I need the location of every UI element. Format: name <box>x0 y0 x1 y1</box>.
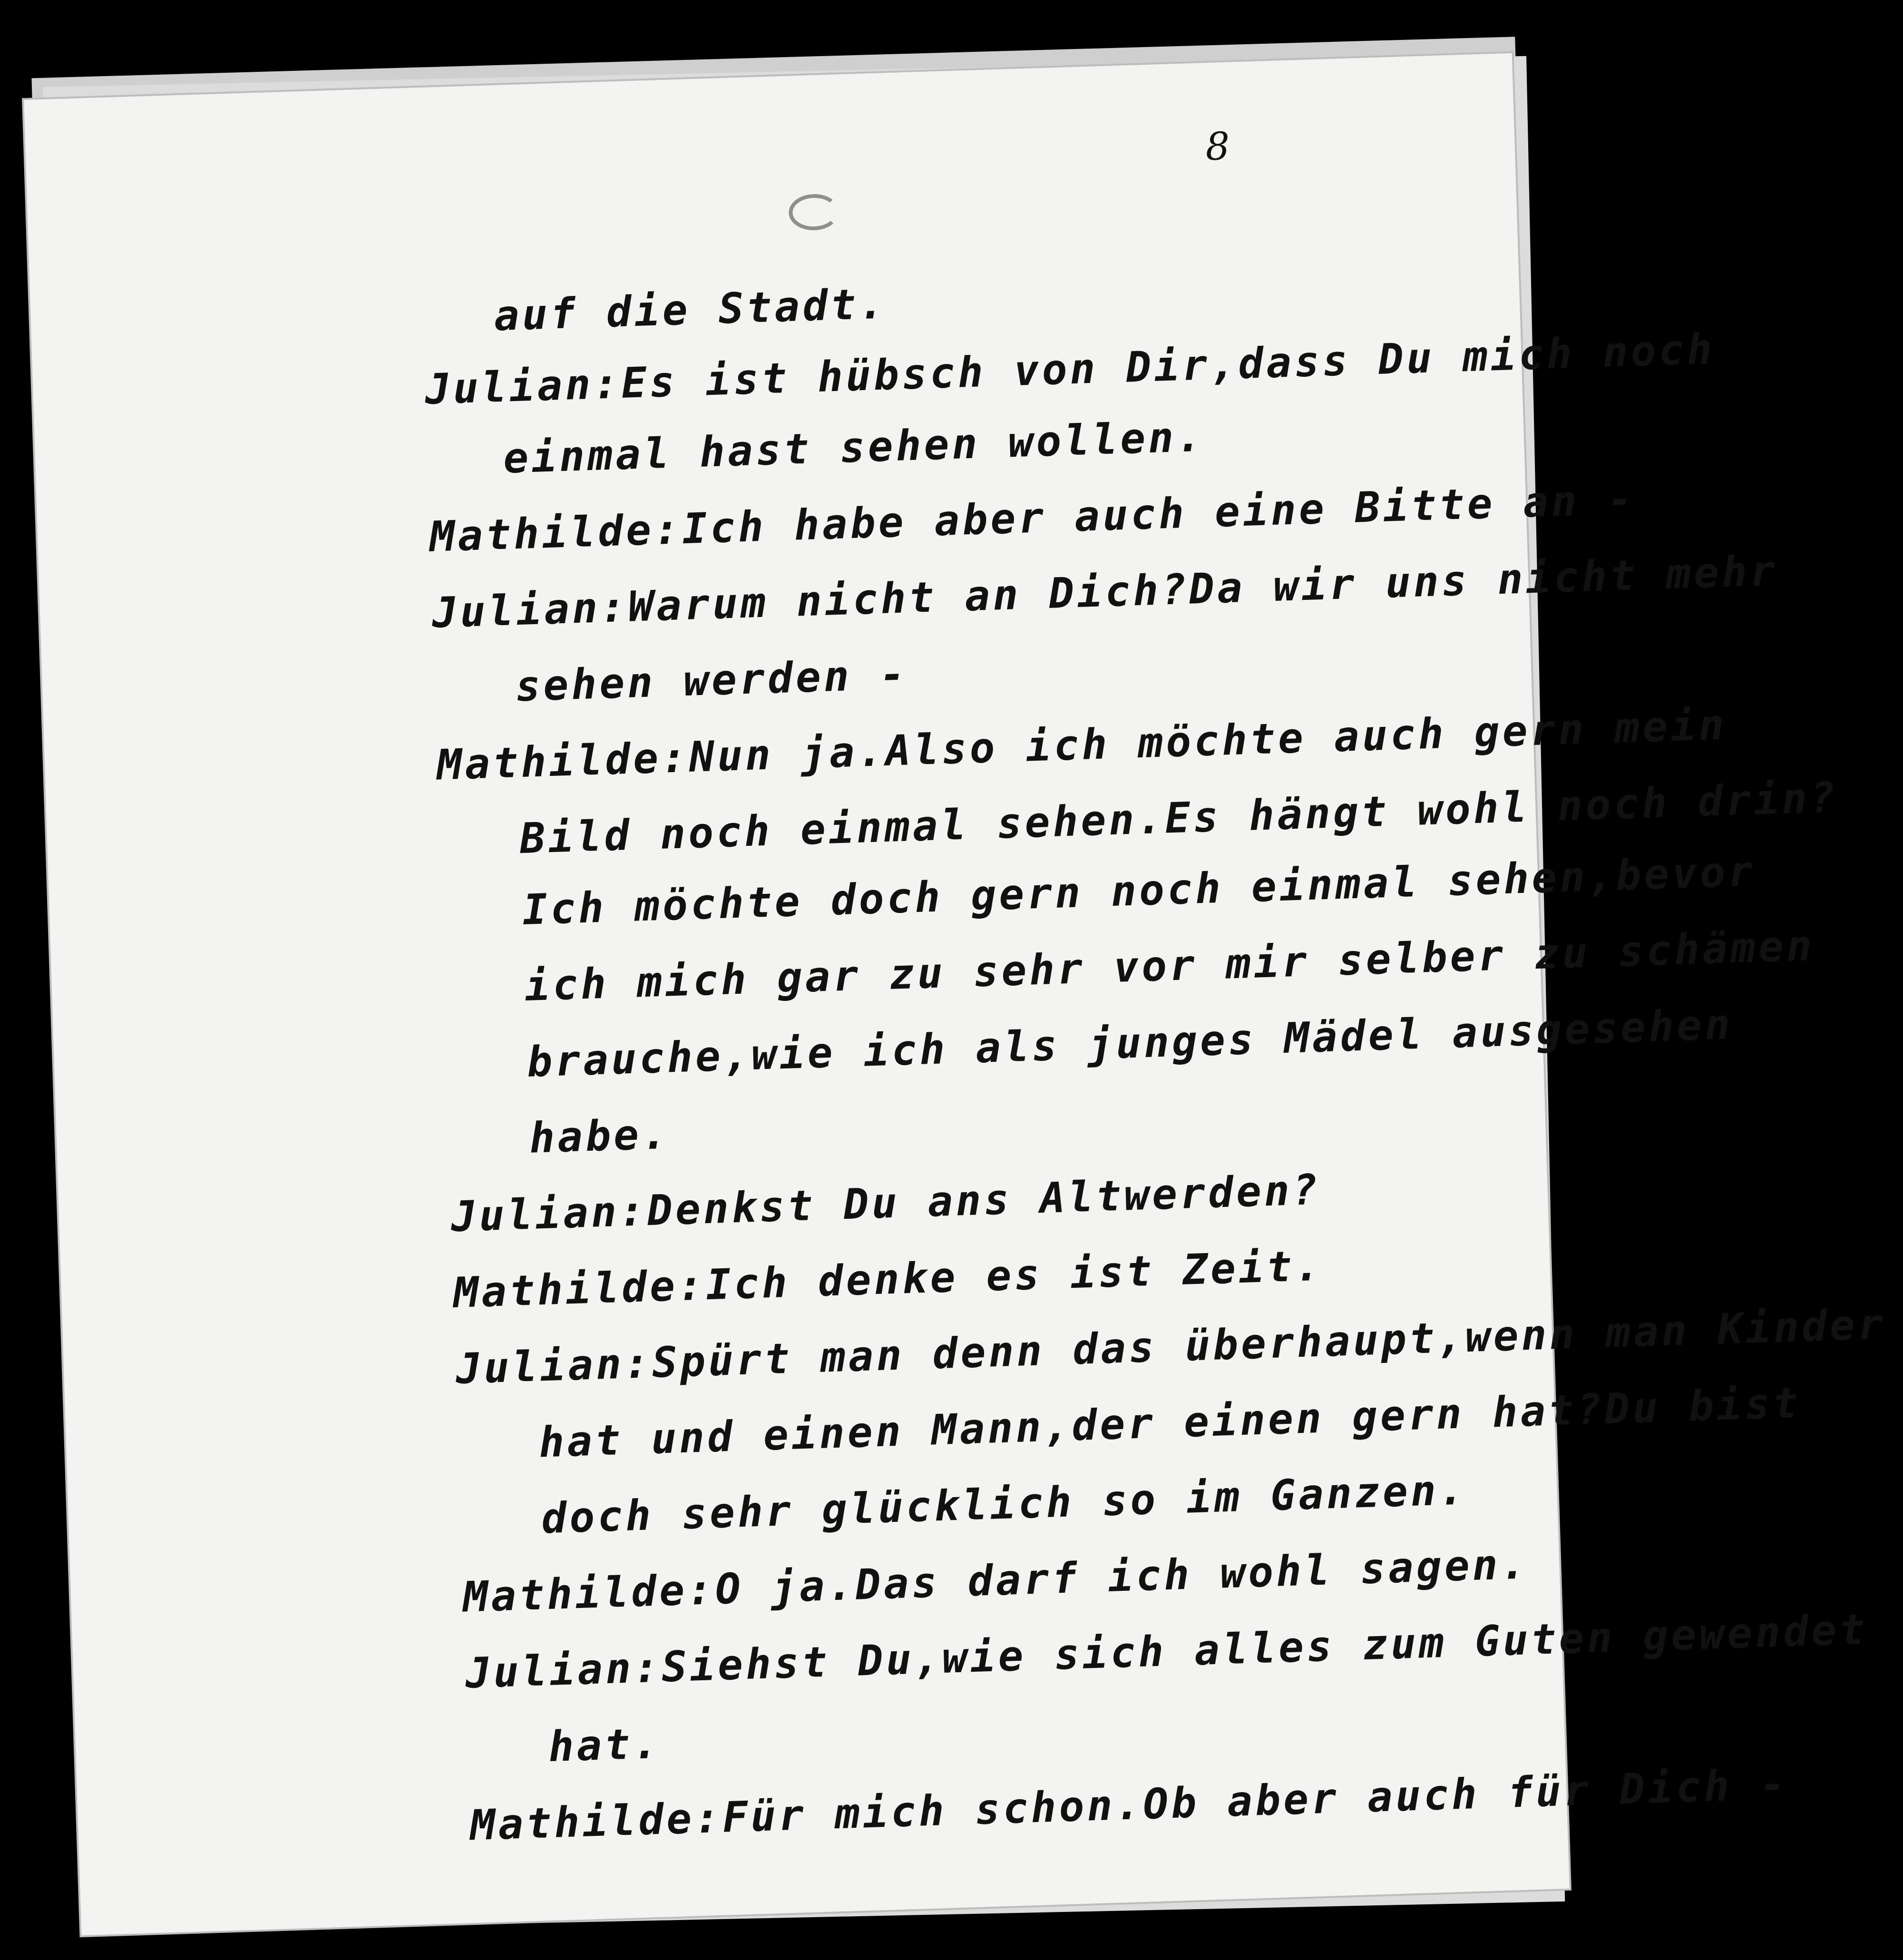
line-text: einmal hast sehen wollen. <box>502 412 1205 483</box>
speaker-name: Julian: <box>450 1186 648 1242</box>
typescript-page <box>24 53 1887 1935</box>
speaker-name: Julian: <box>455 1338 653 1393</box>
line-text: Es ist hübsch von Dir,dass Du mich noch <box>620 324 1716 408</box>
speaker-name: Julian: <box>424 358 622 414</box>
dialogue-script <box>24 53 1887 1935</box>
line-text: brauche,wie ich als junges Mädel ausgesehen <box>526 1000 1734 1087</box>
line-text: Warum nicht an Dich?Da wir uns nicht mehr <box>627 546 1779 631</box>
line-text: Siehst Du,wie sich alles zum Guten gewendet <box>661 1604 1868 1692</box>
line-text: doch sehr glücklich so im Ganzen. <box>540 1465 1468 1543</box>
line-text: Ich habe aber auch eine Bitte an - <box>681 474 1636 554</box>
speaker-name: Mathilde: <box>469 1793 723 1850</box>
line-text: Ich denke es ist Zeit. <box>705 1241 1324 1310</box>
line-text: Denkst Du ans Altwerden? <box>646 1165 1321 1235</box>
speaker-name: Mathilde: <box>462 1565 716 1622</box>
speaker-name: Julian: <box>464 1642 663 1698</box>
page-number: 8 <box>1205 124 1230 169</box>
line-text: sehen werden - <box>514 649 909 711</box>
speaker-name: Julian: <box>431 582 629 637</box>
line-text: hat. <box>547 1718 662 1772</box>
line-text: hat und einen Mann,der einen gern hat?Du bist <box>538 1378 1802 1467</box>
line-text: Bild noch einmal sehen.Es hängt wohl noch drin? <box>519 773 1839 863</box>
speaker-name: Mathilde: <box>436 732 690 790</box>
line-text: Ich möchte doch gern noch einmal sehen,bevor <box>521 846 1757 935</box>
line-text: Spürt man denn das überhaupt,wenn man Kinder <box>651 1299 1887 1387</box>
speaker-name: Mathilde: <box>429 504 683 561</box>
line-text: Nun ja.Also ich möchte auch gern mein <box>688 700 1727 782</box>
line-text: O ja.Das darf ich wohl sagen. <box>714 1539 1530 1614</box>
line-text: Für mich schon.Ob aber auch für Dich - <box>722 1759 1789 1842</box>
line-text: ich mich gar zu sehr vor mir selber zu schämen <box>524 921 1815 1010</box>
speaker-name: Mathilde: <box>452 1260 707 1317</box>
line-text: auf die Stadt. <box>493 279 888 341</box>
line-text: habe. <box>528 1109 671 1163</box>
